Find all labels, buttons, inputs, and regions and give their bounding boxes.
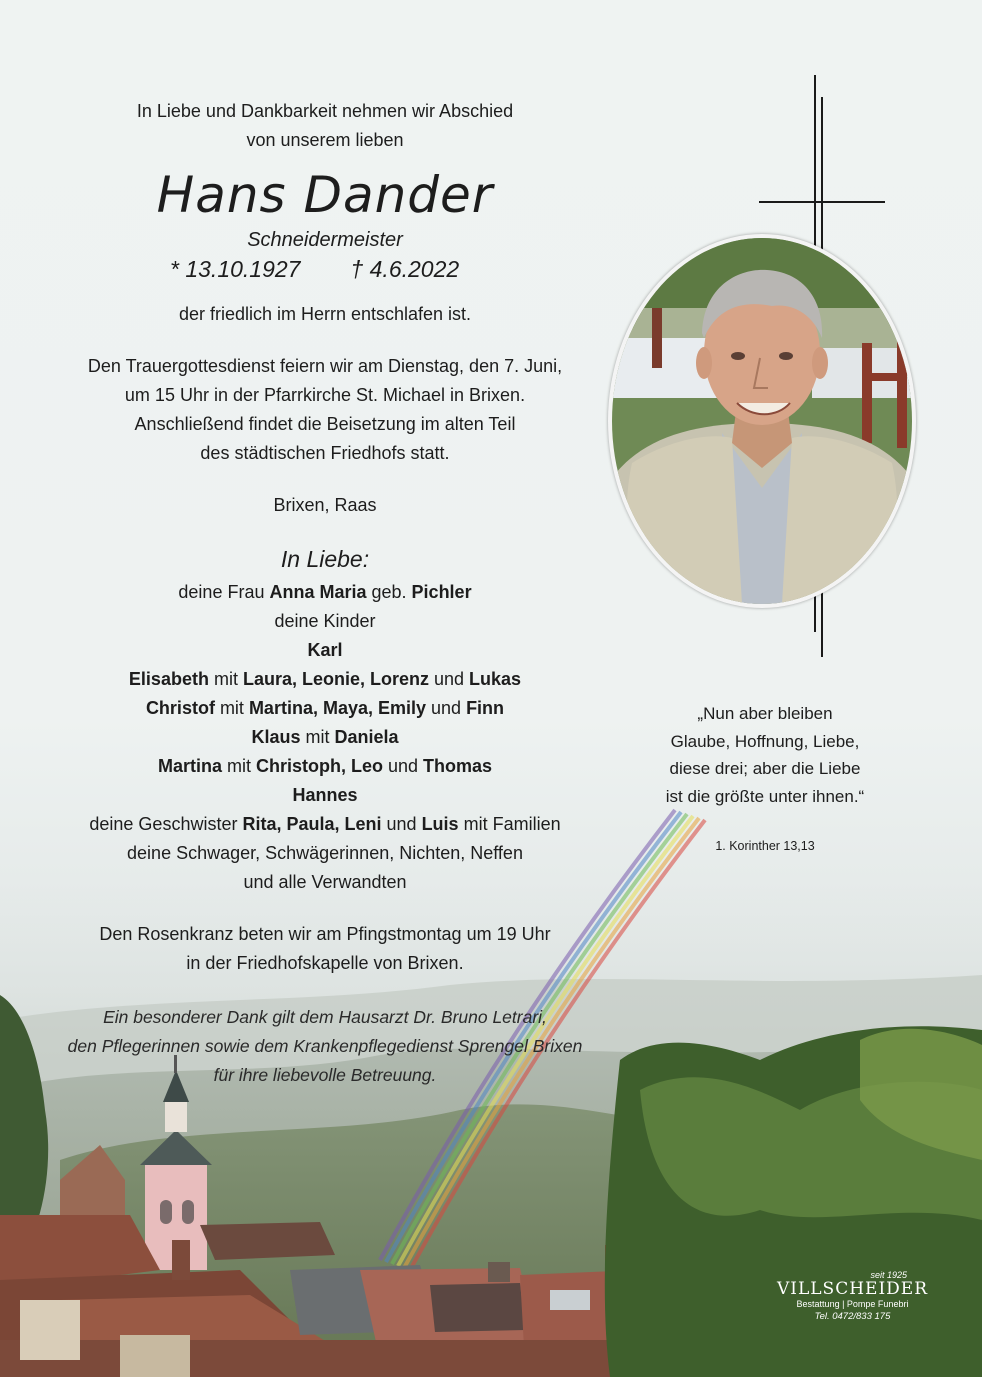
- thanks-line: den Pflegerinnen sowie dem Krankenpflegedienst Sprengel Brixen: [67, 1036, 583, 1056]
- mourner-elisabeth: Elisabeth mit Laura, Leonie, Lorenz und Lukas: [128, 669, 522, 689]
- thanks-line: für ihre liebevolle Betreuung.: [213, 1065, 437, 1085]
- mourner-christof: Christof mit Martina, Maya, Emily und Finn: [145, 698, 505, 718]
- mourner-inlaws: deine Schwager, Schwägerinnen, Nichten, Neffen: [127, 843, 523, 863]
- service-line: Den Trauergottesdienst feiern wir am Dienstag, den 7. Juni,: [87, 356, 563, 376]
- birth-date: * 13.10.1927: [170, 256, 301, 282]
- bible-quote: [640, 700, 890, 810]
- quote-line: ist die größte unter ihnen.“: [665, 786, 865, 806]
- quote-reference: 1. Korinther 13,13: [715, 839, 815, 853]
- mourner-children-intro: deine Kinder: [274, 611, 376, 631]
- quote-line: diese drei; aber die Liebe: [669, 759, 861, 778]
- place-text: Brixen, Raas: [273, 495, 377, 515]
- funeral-home-logo: [770, 1270, 935, 1324]
- thanks-line: Ein besonderer Dank gilt dem Hausarzt Dr. Bruno Letrari,: [103, 1007, 547, 1027]
- quote-line: Glaube, Hoffnung, Liebe,: [670, 731, 860, 751]
- mourner-klaus: Klaus mit Daniela: [251, 727, 399, 747]
- logo-subtitle: Bestattung | Pompe Funebri: [796, 1299, 909, 1309]
- life-dates: [170, 256, 459, 283]
- intro-block: [60, 97, 590, 155]
- intro-line-1: In Liebe und Dankbarkeit nehmen wir Abschied: [136, 101, 514, 121]
- mourner-relatives: und alle Verwandten: [243, 872, 407, 892]
- rosary-line: Den Rosenkranz beten wir am Pfingstmontag um 19 Uhr: [99, 924, 551, 944]
- logo-phone: Tel. 0472/833 175: [814, 1311, 891, 1322]
- passed-text: der friedlich im Herrn entschlafen ist.: [178, 304, 472, 324]
- mourner-karl: Karl: [307, 640, 343, 660]
- mourner-wife: deine Frau Anna Maria geb. Pichler: [178, 582, 472, 602]
- deceased-name: Hans Dander: [156, 166, 494, 224]
- quote-line: „Nun aber bleiben: [697, 704, 833, 723]
- thanks-block: [40, 1003, 610, 1090]
- rosary-line: in der Friedhofskapelle von Brixen.: [186, 953, 464, 973]
- logo-brand: VILLSCHEIDER: [776, 1279, 928, 1299]
- service-line: um 15 Uhr in der Pfarrkirche St. Michael in Brixen.: [124, 385, 526, 405]
- passed-line: [60, 300, 590, 329]
- service-line: des städtischen Friedhofs statt.: [200, 443, 450, 463]
- mourners-title: In Liebe:: [280, 546, 370, 572]
- portrait-photo: [612, 238, 912, 604]
- deceased-profession: Schneidermeister: [247, 229, 403, 251]
- intro-line-2: von unserem lieben: [246, 130, 404, 150]
- mourner-martina: Martina mit Christoph, Leo und Thomas: [157, 756, 493, 776]
- place-line: [60, 491, 590, 520]
- logo-since: seit 1925: [870, 1270, 907, 1280]
- cross-horizontal-line: [759, 201, 885, 203]
- service-line: Anschließend findet die Beisetzung im alten Teil: [134, 414, 516, 434]
- mourners-list: [60, 578, 590, 897]
- mourner-siblings: deine Geschwister Rita, Paula, Leni und Luis mit Familien: [89, 814, 561, 834]
- death-date: † 4.6.2022: [350, 256, 460, 282]
- mourner-hannes: Hannes: [292, 785, 358, 805]
- service-block: [60, 352, 590, 468]
- rosary-block: [60, 920, 590, 978]
